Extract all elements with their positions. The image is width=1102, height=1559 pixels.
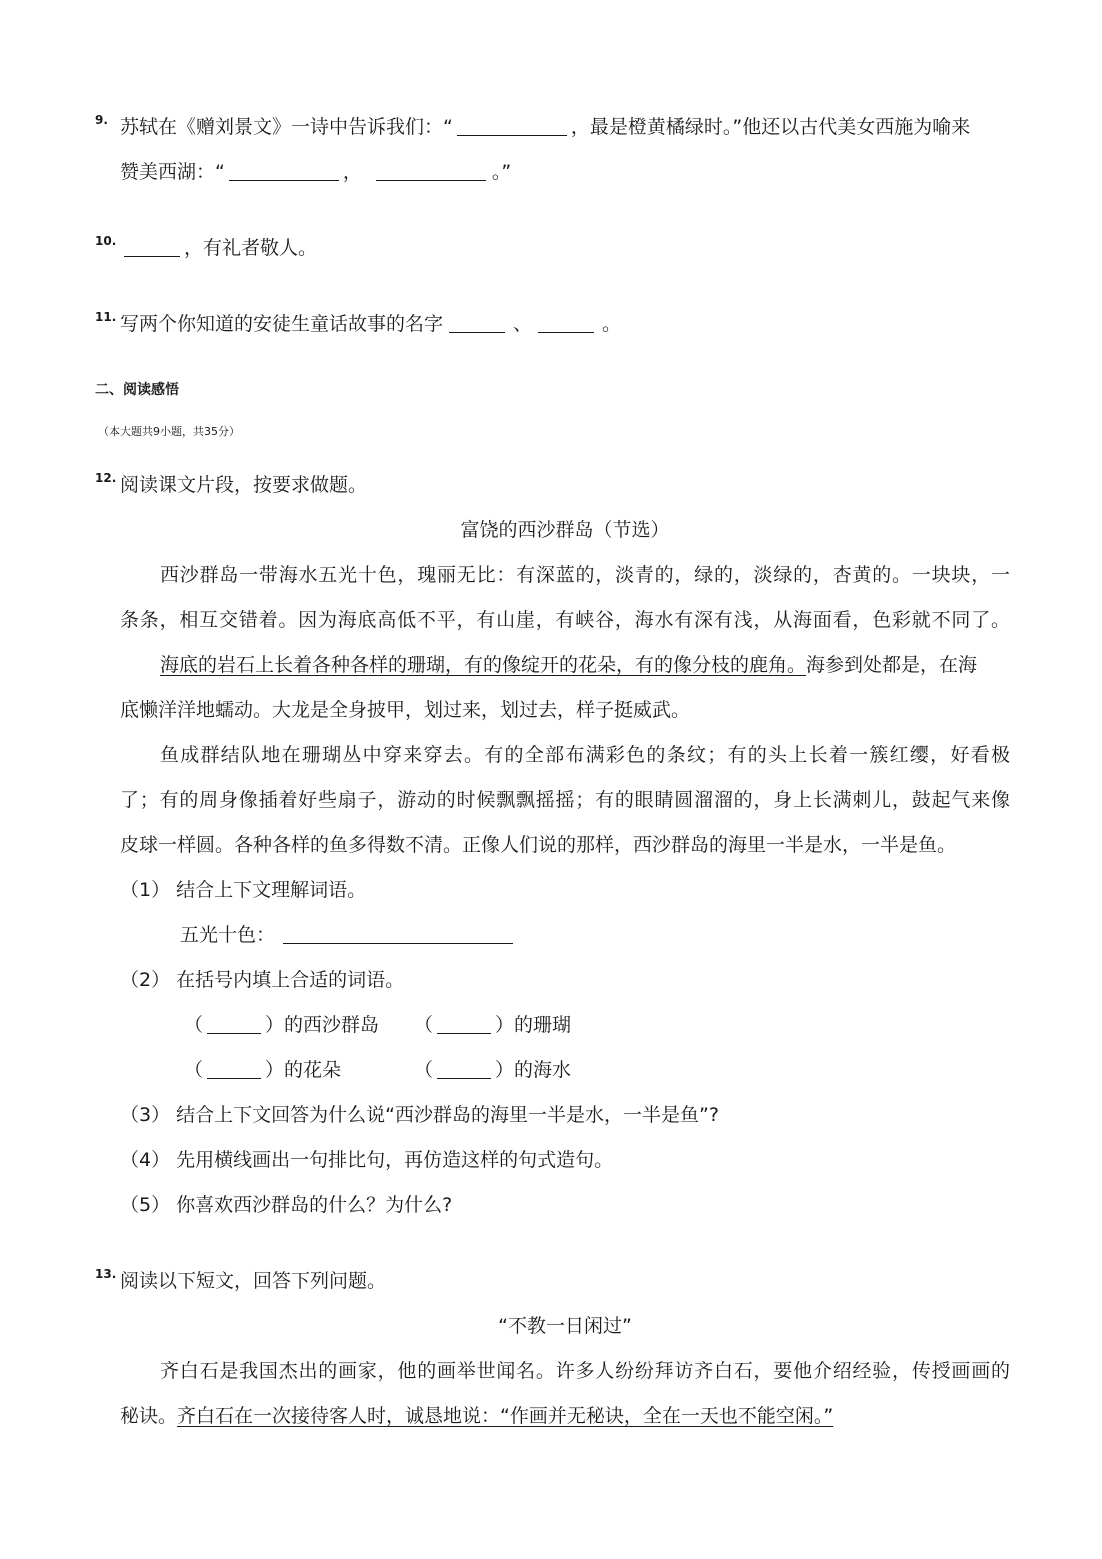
answer-blank[interactable] [538, 314, 594, 333]
passage-line: 海底的岩石上长着各种各样的珊瑚，有的像绽开的花朵，有的像分枝的鹿角。海参到处都是，在海 [160, 654, 978, 676]
passage-line: 底懒洋洋地蠕动。大龙是全身披甲，划过来，划过去，样子挺威武。 [120, 699, 691, 721]
passage-title: “不教一日闲过” [498, 1315, 632, 1337]
answer-blank[interactable] [437, 1015, 491, 1034]
section-title: 二、阅读感悟 [95, 382, 179, 398]
answer-blank[interactable] [449, 314, 505, 333]
answer-blank[interactable] [229, 162, 339, 181]
sub-question-4: （4） 先用横线画出一句排比句，再仿造这样的句式造句。 [120, 1149, 614, 1171]
underlined-sentence: 海底的岩石上长着各种各样的珊瑚，有的像绽开的花朵，有的像分枝的鹿角。 [160, 654, 807, 676]
answer-blank[interactable] [437, 1060, 491, 1079]
question-9-line-1: 苏轼在《赠刘景文》一诗中告诉我们：“ ，最是橙黄橘绿时。”他还以古代美女西施为喻来 [120, 116, 971, 138]
sub-question-5: （5） 你喜欢西沙群岛的什么？为什么? [120, 1194, 453, 1216]
sub-question-2: （2） 在括号内填上合适的词语。 [120, 969, 405, 991]
question-number: 9. [95, 113, 108, 127]
sub-question-1-word: 五光十色： [180, 923, 513, 947]
question-number: 11. [95, 310, 117, 324]
answer-blank[interactable] [207, 1015, 261, 1034]
passage-title: 富饶的西沙群岛（节选） [460, 519, 670, 541]
fill-item: （ ）的西沙群岛 [184, 1014, 380, 1036]
passage-line: 条条，相互交错着。因为海底高低不平，有山崖，有峡谷，海水有深有浅，从海面看，色彩就不同了。 [120, 609, 1011, 631]
answer-blank[interactable] [376, 162, 486, 181]
sub-question-1: （1） 结合上下文理解词语。 [120, 879, 367, 901]
answer-blank[interactable] [457, 117, 567, 136]
passage-line: 鱼成群结队地在珊瑚丛中穿来穿去。有的全部布满彩色的条纹；有的头上长着一簇红缨，好看极 [160, 744, 1012, 766]
question-9-line-2: 赞美西湖：“ ， 。” [120, 161, 512, 183]
question-12-intro: 阅读课文片段，按要求做题。 [120, 474, 368, 496]
answer-blank[interactable] [283, 925, 513, 944]
question-11-line: 写两个你知道的安徒生童话故事的名字 、 。 [120, 313, 622, 335]
fill-item: （ ）的海水 [414, 1059, 572, 1081]
passage-line: 齐白石是我国杰出的画家，他的画举世闻名。许多人纷纷拜访齐白石，要他介绍经验，传授画画的 [160, 1360, 1011, 1382]
question-number: 10. [95, 234, 117, 248]
passage-line: 皮球一样圆。各种各样的鱼多得数不清。正像人们说的那样，西沙群岛的海里一半是水，一半是鱼。 [120, 834, 957, 856]
answer-blank[interactable] [207, 1060, 261, 1079]
answer-blank[interactable] [124, 238, 180, 257]
passage-line: 西沙群岛一带海水五光十色，瑰丽无比：有深蓝的，淡青的，绿的，淡绿的，杏黄的。一块块，一 [160, 564, 1011, 586]
sub-question-3: （3） 结合上下文回答为什么说“西沙群岛的海里一半是水，一半是鱼”? [120, 1104, 719, 1126]
question-13-intro: 阅读以下短文，回答下列问题。 [120, 1270, 387, 1292]
underlined-sentence: 齐白石在一次接待客人时，诚恳地说：“作画并无秘诀，全在一天也不能空闲。” [177, 1405, 834, 1427]
question-number: 13. [95, 1267, 117, 1281]
passage-line: 秘诀。齐白石在一次接待客人时，诚恳地说：“作画并无秘诀，全在一天也不能空闲。” [120, 1405, 834, 1427]
question-10-line: ，有礼者敬人。 [124, 236, 317, 260]
passage-line: 了；有的周身像插着好些扇子，游动的时候飘飘摇摇；有的眼睛圆溜溜的，身上长满刺儿，鼓起气来像 [120, 789, 1011, 811]
fill-item: （ ）的花朵 [184, 1059, 342, 1081]
question-number: 12. [95, 471, 117, 485]
section-note: （本大题共9小题，共35分） [98, 425, 240, 438]
fill-item: （ ）的珊瑚 [414, 1014, 572, 1036]
